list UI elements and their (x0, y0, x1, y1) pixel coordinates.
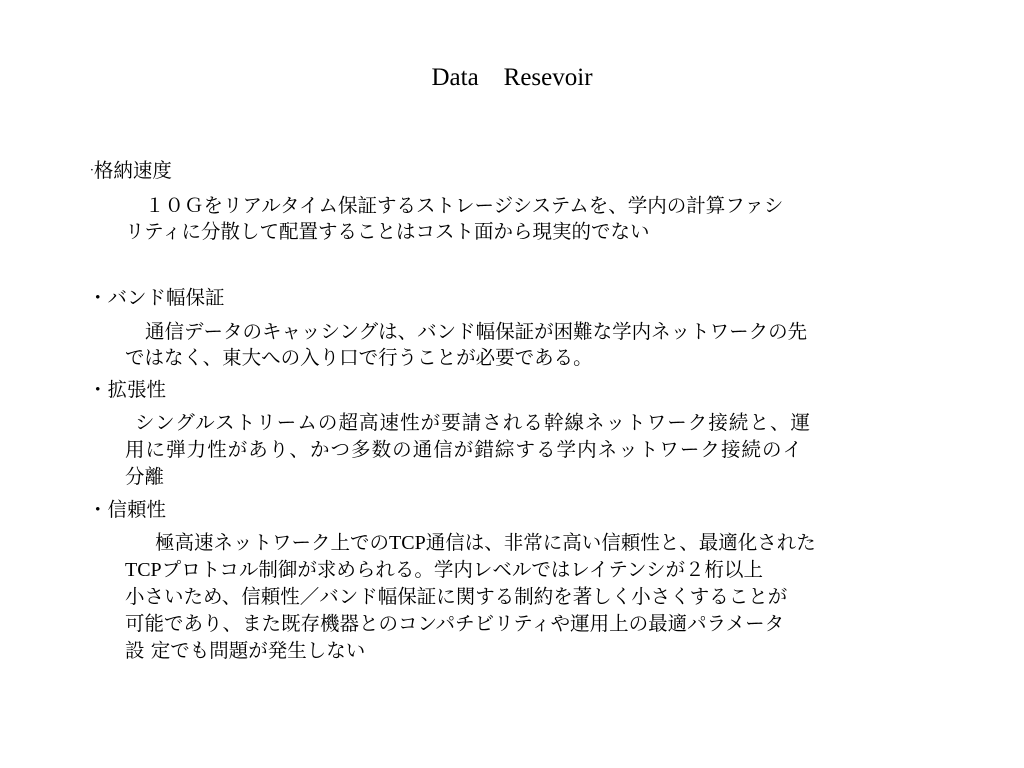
section-heading-reliability: ・信頼性 (88, 498, 167, 521)
section-body-line: 小さいため、信頼性／バンド幅保証に関する制約を著しく小さくすることが (125, 585, 788, 608)
text-fragment: プロトコル制御が求められる。学内レベルではレイテンシが２桁以上 (161, 558, 763, 581)
section-body-line: ではなく、東大への入り口で行うことが必要である。 (125, 346, 593, 369)
section-body-line: シングルストリームの超高速性が要請される幹線ネットワーク接続と、運 (135, 411, 812, 434)
section-body-line: １０Ｇをリアルタイム保証するストレージシステムを、学内の計算ファシ (145, 194, 784, 217)
text-fragment: 極高速ネットワーク上での (155, 531, 390, 554)
section-body-line: 可能であり、また既存機器とのコンパチビリティや運用上の最適パラメータ (125, 612, 785, 635)
section-body-line: 通信データのキャッシングは、バンド幅保証が困難な学内ネットワークの先 (145, 320, 808, 343)
section-body-line: 用に弾力性があり、かつ多数の通信が錯綜する学内ネットワーク接続のイ (125, 438, 804, 461)
section-heading-scalability: ・拡張性 (88, 378, 167, 401)
section-body-line (155, 530, 816, 556)
bullet-dot: · (90, 163, 94, 177)
text-fragment-tcp: TCP (125, 559, 162, 581)
section-heading-label: 格納速度 (93, 159, 172, 182)
section-body-line (125, 557, 763, 583)
text-fragment: 通信は、非常に高い信頼性と、最適化された (425, 531, 816, 554)
section-heading-bandwidth: ・バンド幅保証 (88, 286, 225, 309)
section-body-line: リティに分散して配置することはコスト面から現実的でない (125, 220, 650, 243)
section-heading-storage-speed (90, 158, 172, 186)
text-fragment-tcp: TCP (389, 532, 426, 554)
section-body-line: 分離 (125, 465, 165, 488)
section-body-line: 設 定でも問題が発生しない (125, 639, 366, 662)
slide-title: Data Resevoir (431, 64, 593, 91)
